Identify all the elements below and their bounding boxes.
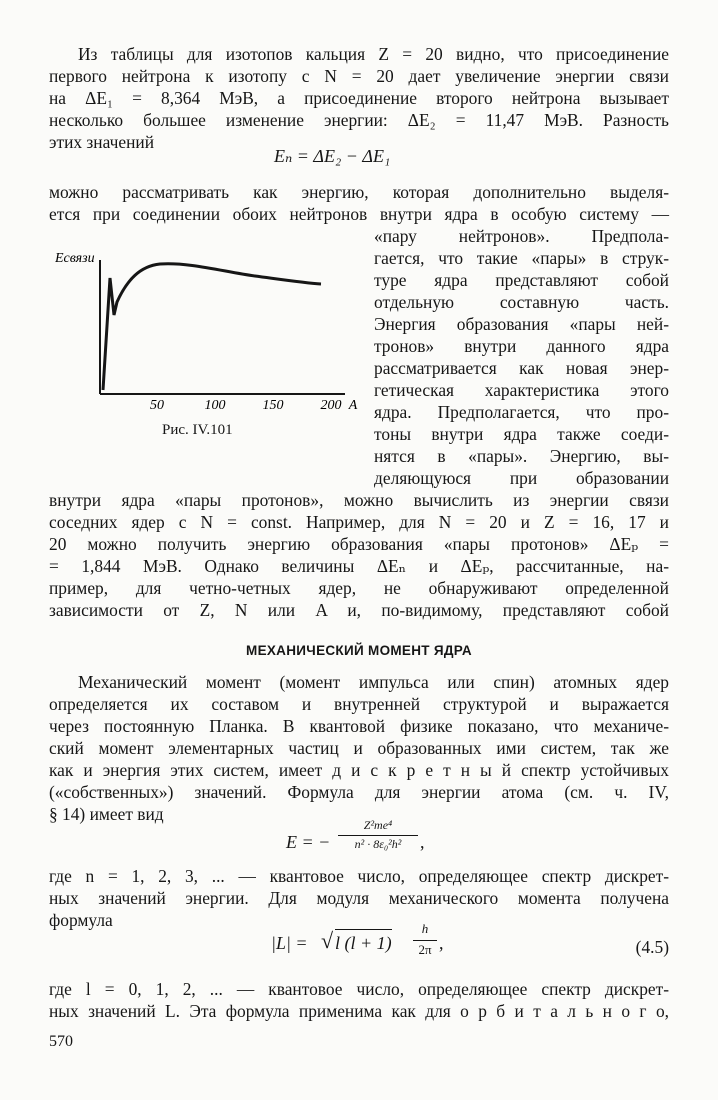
text-line: ных значений L. Эта формула применима как для о р б и т а л ь н о г о, bbox=[49, 1001, 669, 1021]
text-line: на ΔE₁ = 8,364 МэВ, а присоединение второго нейтрона вызывает bbox=[49, 88, 669, 108]
fraction-bar bbox=[338, 835, 418, 836]
y-axis-label: Eсвязи bbox=[55, 251, 95, 266]
text-line: Энергия образования «пары ней- bbox=[374, 314, 669, 334]
formula-tail: , bbox=[420, 832, 425, 852]
text-line: «пару нейтронов». Предпола- bbox=[374, 226, 669, 246]
binding-energy-figure bbox=[55, 240, 365, 420]
text-line: первого нейтрона к изотопу с N = 20 дает увеличение энергии связи bbox=[49, 66, 669, 86]
formula-L bbox=[271, 921, 451, 969]
figure-caption: Рис. IV.101 bbox=[162, 422, 233, 438]
text-line: деляющуюся при образовании bbox=[374, 468, 669, 488]
x-tick-label: 200 bbox=[320, 398, 342, 413]
text-line: где n = 1, 2, 3, ... — квантовое число, определяющее спектр дискрет- bbox=[49, 866, 669, 886]
binding-energy-curve bbox=[103, 264, 321, 390]
text-line: отдельную составную часть. bbox=[374, 292, 669, 312]
text-line: § 14) имеет вид bbox=[49, 804, 164, 824]
x-tick-label: 150 bbox=[262, 398, 284, 413]
text-line: зависимости от Z, N или A и, по-видимому, представляют собой bbox=[49, 600, 669, 620]
sqrt-sign: √ bbox=[321, 928, 334, 953]
text-line: ядра. Предполагается, что про- bbox=[374, 402, 669, 422]
x-axis-label: A bbox=[348, 398, 358, 413]
formula-numerator: Z²me⁴ bbox=[363, 818, 393, 832]
text-line: = 1,844 МэВ. Однако величины ΔEₙ и ΔEₚ, рассчитанные, на- bbox=[49, 556, 669, 576]
text-line: соседних ядер с N = const. Например, для N = 20 и Z = 16, 17 и bbox=[49, 512, 669, 532]
text-line: можно рассматривать как энергию, которая дополнительно выделя- bbox=[49, 182, 669, 202]
equation-number: (4.5) bbox=[635, 937, 669, 957]
x-tick-label: 100 bbox=[204, 398, 226, 413]
text-line: нятся в «пары». Энергию, вы- bbox=[374, 446, 669, 466]
text-line: ский момент элементарных частиц и образованных ими систем, так же bbox=[49, 738, 669, 758]
text-line: пример, для четно-четных ядер, не обнаруживают определенной bbox=[49, 578, 669, 598]
formula-tail: , bbox=[439, 933, 444, 953]
text-line: где l = 0, 1, 2, ... — квантовое число, определяющее спектр дискрет- bbox=[49, 979, 669, 999]
text-line: рассматривается как новая энер- bbox=[374, 358, 669, 378]
text-line: этих значений bbox=[49, 132, 154, 152]
text-line: несколько большее изменение энергии: ΔE₂ = 11,47 МэВ. Разность bbox=[49, 110, 669, 130]
text-line: гается, что такие «пары» в струк- bbox=[374, 248, 669, 268]
formula-lhs: |L| = bbox=[271, 933, 308, 953]
text-line: ется при соединении обоих нейтронов внутри ядра в особую систему — bbox=[49, 204, 669, 224]
page-number: 570 bbox=[49, 1033, 73, 1050]
text-line: Механический момент (момент импульса или спин) атомных ядер bbox=[78, 672, 669, 692]
formula-lhs: E = − bbox=[286, 832, 331, 852]
text-line: Из таблицы для изотопов кальция Z = 20 видно, что присоединение bbox=[78, 44, 669, 64]
section-heading: МЕХАНИЧЕСКИЙ МОМЕНТ ЯДРА bbox=[246, 643, 472, 658]
formula-numerator: h bbox=[421, 921, 429, 936]
text-line: ных значений энергии. Для модуля механического момента получена bbox=[49, 888, 669, 908]
text-line: формула bbox=[49, 910, 113, 930]
text-line: туре ядра представляют собой bbox=[374, 270, 669, 290]
fraction-bar bbox=[413, 940, 437, 941]
formula-radicand: l (l + 1) bbox=[335, 929, 392, 954]
text-line: тронов» внутри данного ядра bbox=[374, 336, 669, 356]
text-line: 20 можно получить энергию образования «пары протонов» ΔEₚ = bbox=[49, 534, 669, 554]
x-tick-label: 50 bbox=[150, 398, 164, 413]
formula-denominator: n² · 8ε₀²h² bbox=[354, 837, 402, 851]
text-line: («собственных») значений. Формула для энергии атома (см. ч. IV, bbox=[49, 782, 669, 802]
text-line: через постоянную Планка. В квантовой физике показано, что механиче- bbox=[49, 716, 669, 736]
formula-denominator: 2π bbox=[418, 942, 432, 957]
formula-en: Eₙ = ΔE₂ − ΔE₁ bbox=[274, 146, 391, 166]
text-line: гетическая характеристика этого bbox=[374, 380, 669, 400]
text-line: как и энергия этих систем, имеет д и с к р е т н ы й спектр устойчивых bbox=[49, 760, 669, 780]
text-line: внутри ядра «пары протонов», можно вычислить из энергии связи bbox=[49, 490, 669, 510]
text-line: тоны внутри ядра также соеди- bbox=[374, 424, 669, 444]
text-line: определяется их составом и внутренней структурой и выражается bbox=[49, 694, 669, 714]
